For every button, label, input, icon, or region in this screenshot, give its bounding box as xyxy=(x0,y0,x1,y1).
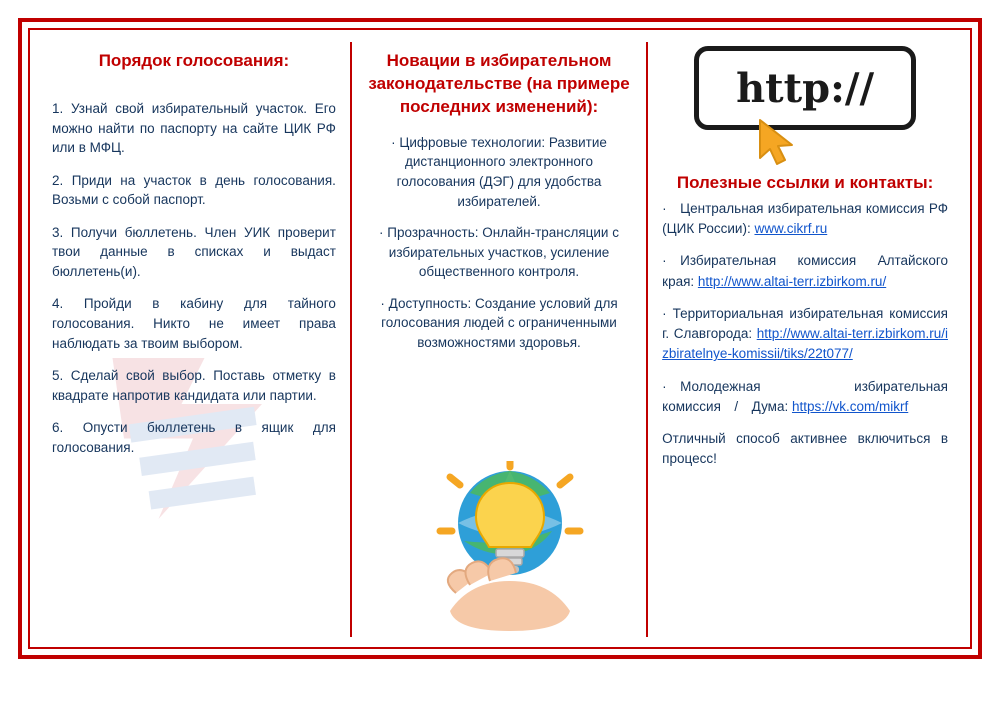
contact-link[interactable]: http://www.altai-terr.izbirkom.ru/ xyxy=(697,273,887,289)
contact-label: · Избирательная комиссия Алтайского края: xyxy=(662,253,948,289)
contact-link[interactable]: http://www.altai-terr.izbirkom.ru/izbiratelnye-komissii/tiks/22t077/ xyxy=(662,326,948,362)
inner-border xyxy=(28,28,972,649)
contact-label: · Территориальная избирательная комиссия г. Славгорода: xyxy=(662,305,948,342)
contact-link[interactable]: www.cikrf.ru xyxy=(754,221,828,237)
outer-border xyxy=(18,18,982,659)
contact-label: · Молодежная избирательная комиссия / Дума: xyxy=(662,378,948,414)
contact-link[interactable]: https://vk.com/mikrf xyxy=(791,398,909,414)
contact-entry xyxy=(662,304,948,365)
column-useful-links xyxy=(648,42,962,637)
voting-step: 3. Получи бюллетень. Член УИК проверит твои данные в списках и выдаст бюллетень(и). xyxy=(52,224,336,279)
contact-entry xyxy=(662,251,948,292)
column1-title: Порядок голосования: xyxy=(98,51,290,70)
legislation-item: · Прозрачность: Онлайн-трансляции с избирательных участков, усиление общественного контроля. xyxy=(379,225,619,280)
legislation-item: · Доступность: Создание условий для голосования людей с ограниченными возможностями здоровья. xyxy=(380,295,618,350)
voting-step: 2. Приди на участок в день голосования. Возьми с собой паспорт. xyxy=(52,172,336,208)
hand-holding-lightbulb-globe-icon xyxy=(410,461,610,631)
voting-step: 6. Опусти бюллетень в ящик для голосования. xyxy=(52,420,336,455)
voting-step: 4. Пройди в кабину для тайного голосования. Никто не имеет права наблюдать за твоим выбором. xyxy=(52,296,336,351)
contact-entry xyxy=(662,377,948,418)
voting-step: 5. Сделай свой выбор. Поставь отметку в квадрате напротив кандидата или партии. xyxy=(52,368,336,403)
column2-title: Новации в избирательном законодательстве (на примере последних изменений): xyxy=(368,51,630,116)
column-voting-procedure xyxy=(38,42,352,637)
voting-step: 1. Узнай свой избирательный участок. Его можно найти по паспорту на сайте ЦИК РФ или в МФЦ. xyxy=(52,100,336,156)
column-legislation-news xyxy=(352,42,648,637)
http-logo-text: http:// xyxy=(736,64,875,112)
legislation-item: · Цифровые технологии: Развитие дистанционного электронного голосования (ДЭГ) для удобства избирателей. xyxy=(391,134,607,209)
mouse-cursor-icon xyxy=(758,118,802,166)
column3-title: Полезные ссылки и контакты: xyxy=(676,173,934,192)
contact-entry xyxy=(662,199,948,240)
cursor-area xyxy=(662,118,948,164)
columns-container xyxy=(30,30,970,647)
closing-note: Отличный способ активнее включиться в процесс! xyxy=(662,431,948,467)
contact-label: · Центральная избирательная комиссия РФ (ЦИК России): xyxy=(662,200,948,237)
